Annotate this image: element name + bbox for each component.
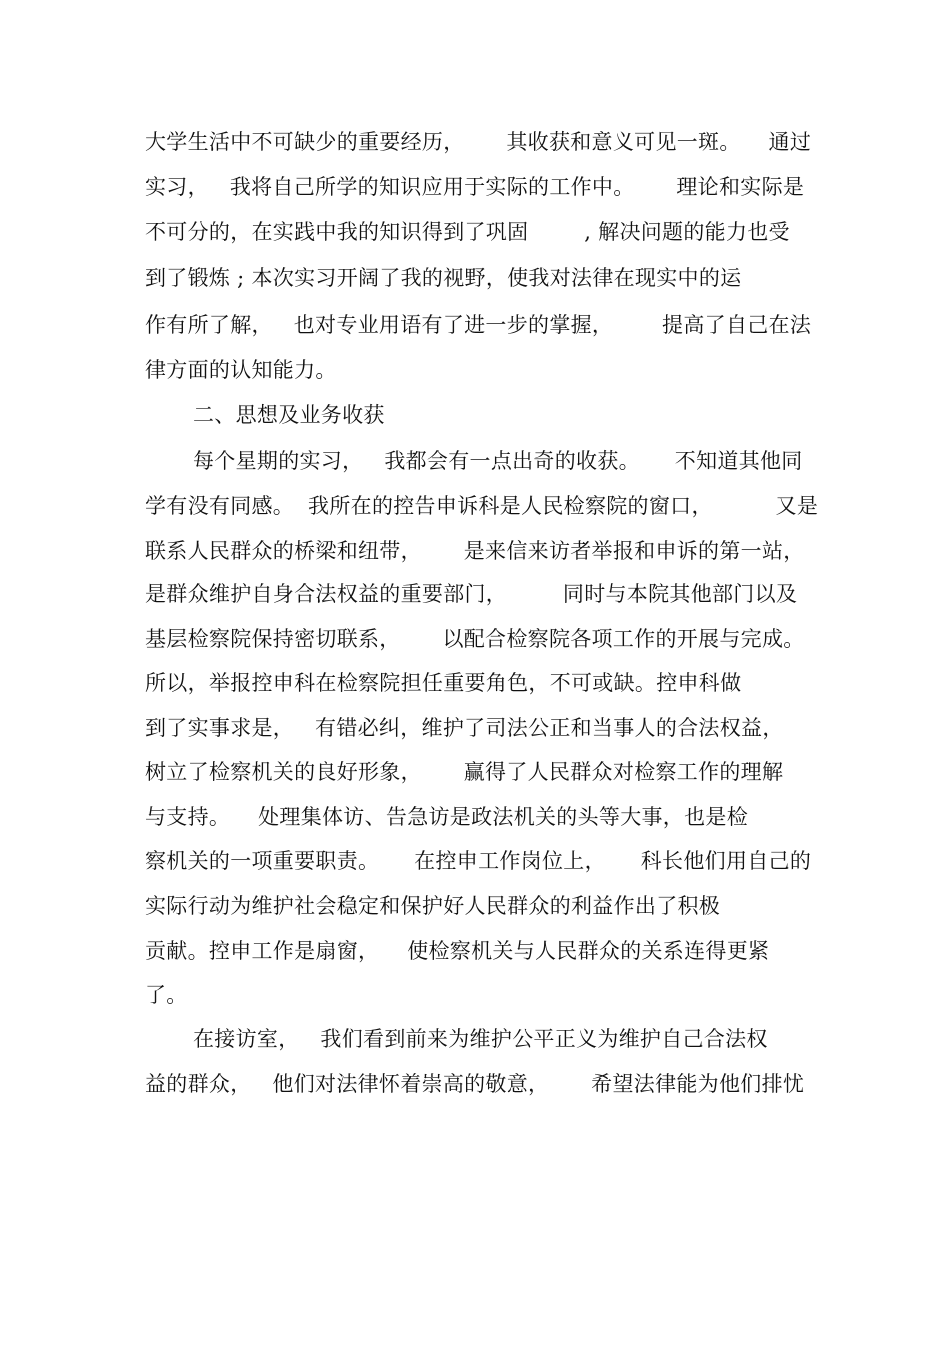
text-line: 每个星期的实习， 我都会有一点出奇的收获。 不知道其他同 — [193, 449, 803, 473]
text-line: 察机关的一项重要职责。 在控申工作岗位上， 科长他们用自己的 — [145, 849, 812, 873]
text-line: 了。 — [145, 983, 188, 1007]
text-line: 所以，举报控申科在检察院担任重要角色，不可或缺。控申科做 — [145, 671, 742, 695]
text-line: 在接访室， 我们看到前来为维护公平正义为维护自己合法权 — [193, 1027, 768, 1051]
text-line: 律方面的认知能力。 — [145, 358, 337, 382]
text-line: 基层检察院保持密切联系， 以配合检察院各项工作的开展与完成。 — [145, 627, 805, 651]
text-line: 不可分的，在实践中我的知识得到了巩固 , 解决问题的能力也受 — [145, 220, 790, 244]
text-line: 贡献。控申工作是扇窗， 使检察机关与人民群众的关系连得更紧 — [145, 939, 770, 963]
text-line: 大学生活中不可缺少的重要经历， 其收获和意义可见一斑。 通过 — [145, 130, 812, 154]
text-line: 到了锻炼 ; 本次实习开阔了我的视野，使我对法律在现实中的运 — [145, 266, 742, 290]
text-line: 实习， 我将自己所学的知识应用于实际的工作中。 理论和实际是 — [145, 175, 805, 199]
text-line: 实际行动为维护社会稳定和保护好人民群众的利益作出了积极 — [145, 894, 721, 918]
text-line: 作有所了解， 也对专业用语有了进一步的掌握， 提高了自己在法 — [145, 313, 812, 337]
section-heading: 二、思想及业务收获 — [193, 403, 385, 427]
text-line: 益的群众， 他们对法律怀着崇高的敬意， 希望法律能为他们排忧 — [145, 1072, 805, 1096]
text-line: 学有没有同感。 我所在的控告申诉科是人民检察院的窗口， 又是 — [145, 494, 819, 518]
text-line: 到了实事求是， 有错必纠，维护了司法公正和当事人的合法权益， — [145, 716, 784, 740]
text-line: 与支持。 处理集体访、告急访是政法机关的头等大事，也是检 — [145, 805, 748, 829]
text-line: 是群众维护自身合法权益的重要部门， 同时与本院其他部门以及 — [145, 582, 798, 606]
text-line: 联系人民群众的桥梁和纽带， 是来信来访者举报和申诉的第一站， — [145, 539, 805, 563]
text-line: 树立了检察机关的良好形象， 赢得了人民群众对检察工作的理解 — [145, 760, 784, 784]
